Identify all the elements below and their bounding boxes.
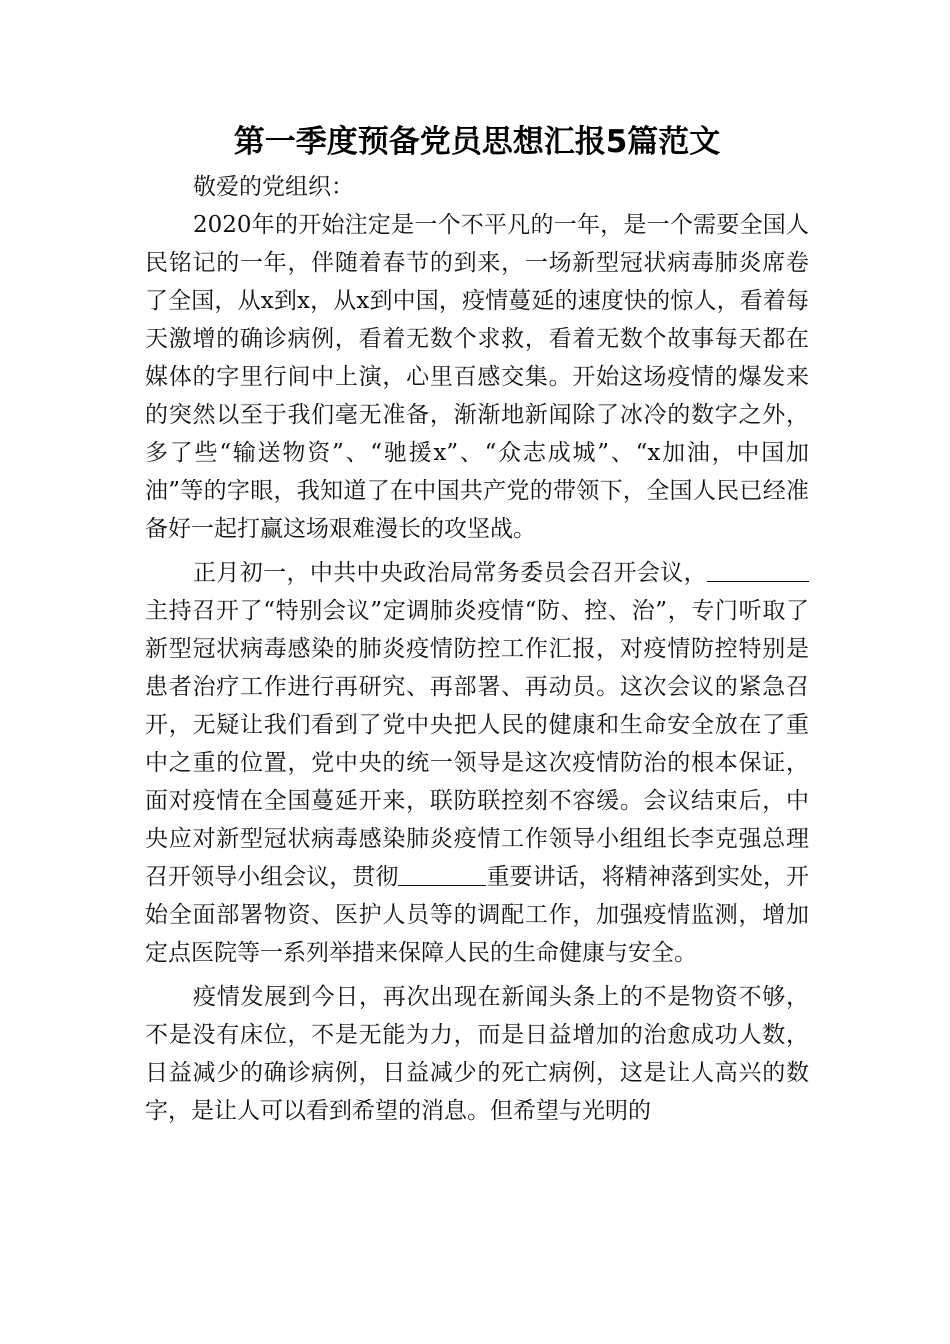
paragraph-1: 2020年的开始注定是一个不平凡的一年，是一个需要全国人民铭记的一年，伴随着春节的到来，一场新型冠状病毒肺炎席卷了全国，从x到x，从x到中国，疫情蔓延的速度快的惊人，看着每天激增的确诊病例，看着无数个求救，看着无数个故事每天都在媒体的字里行间中上演，心里百感交集。开始这场疫情的爆发来的突然以至于我们毫无准备，渐渐地新闻除了冰冷的数字之外，多了些“输送物资”、“驰援x”、“众志成城”、“x加油，中国加油”等的字眼，我知道了在中国共产党的带领下，全国人民已经准备好一起打赢这场艰难漫长的攻坚战。 — [145, 212, 809, 542]
paragraph-2 — [145, 554, 809, 972]
fill-in-blank — [398, 862, 486, 886]
document-title: 第一季度预备党员思想汇报5篇范文 — [233, 124, 721, 160]
paragraph-2-part-1: 正月初一，中共中央政治局常务委员会召开会议， — [193, 560, 707, 586]
greeting: 敬爱的党组织： — [193, 174, 354, 200]
paragraph-2-part-3: 重要讲话，将精神落到实处，开始全面部署物资、医护人员等的调配工作，加强疫情监测，增加定点医院等一系列举措来保障人民的生命健康与安全。 — [145, 864, 810, 966]
paragraph-3: 疫情发展到今日，再次出现在新闻头条上的不是物资不够，不是没有床位，不是无能为力，而是日益增加的治愈成功人数，日益减少的确诊病例，日益减少的死亡病例，这是让人高兴的数字，是让人可以看到希望的消息。但希望与光明的 — [145, 984, 809, 1124]
fill-in-blank — [707, 558, 809, 582]
paragraph-2-part-2: 主持召开了“特别会议”定调肺炎疫情“防、控、治”，专门听取了新型冠状病毒感染的肺炎疫情防控工作汇报，对疫情防控特别是患者治疗工作进行再研究、再部署、再动员。这次会议的紧急召开，无疑让我们看到了党中央把人民的健康和生命安全放在了重中之重的位置，党中央的统一领导是这次疫情防治的根本保证，面对疫情在全国蔓延开来，联防联控刻不容缓。会议结束后，中央应对新型冠状病毒感染肺炎疫情工作领导小组组长李克强总理召开领导小组会议，贯彻 — [145, 598, 809, 890]
document-page — [145, 118, 809, 1136]
